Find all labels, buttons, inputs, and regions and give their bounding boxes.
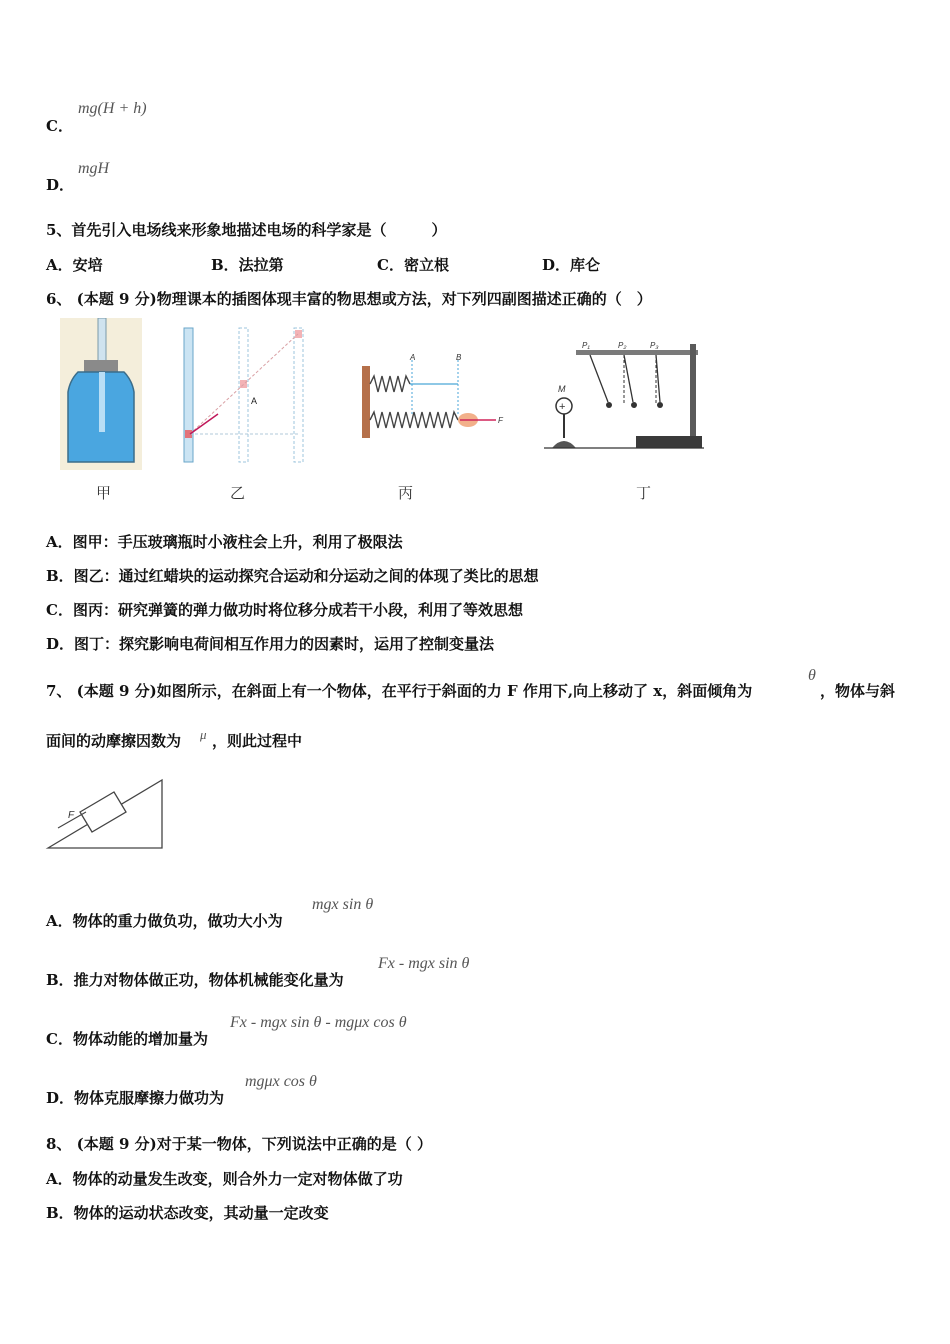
q7-stem-line1-end: ，物体与斜 bbox=[820, 682, 896, 700]
figure-ding-label-p2: P₂ bbox=[618, 341, 627, 350]
q6-stem: 6、 (本题 9 分)物理课本的插图体现丰富的物思想或方法，对下列四副图描述正确的（ ） bbox=[46, 290, 652, 308]
figure-bing-springs bbox=[360, 352, 506, 440]
q4-option-d-label: D． bbox=[46, 176, 75, 194]
q7-option-a: A．物体的重力做负功，做功大小为 bbox=[46, 912, 283, 930]
figure-yi-tubes bbox=[178, 326, 308, 466]
figure-bing-label-f: F bbox=[498, 416, 503, 425]
q4-option-c-label: C． bbox=[46, 117, 73, 135]
caption-bing: 丙 bbox=[398, 484, 414, 502]
figure-bing-label-a: A bbox=[410, 353, 416, 362]
figure-ding-charges bbox=[540, 338, 706, 454]
caption-ding: 丁 bbox=[636, 484, 652, 502]
figure-jia-bottle bbox=[60, 318, 142, 470]
q6-option-b: B．图乙：通过红蜡块的运动探究合运动和分运动之间的体现了类比的思想 bbox=[46, 567, 539, 585]
q7-option-c-formula: Fx - mgx sin θ - mgμx cos θ bbox=[230, 1014, 407, 1031]
q7-stem-line2-end: ，则此过程中 bbox=[212, 732, 303, 750]
q6-option-c: C．图丙：研究弹簧的弹力做功时将位移分成若干小段，利用了等效思想 bbox=[46, 601, 523, 619]
figure-incline-force-label: F bbox=[68, 810, 75, 821]
q8-stem: 8、 (本题 9 分)对于某一物体，下列说法中正确的是（ ） bbox=[46, 1135, 432, 1153]
q7-option-b-formula: Fx - mgx sin θ bbox=[378, 955, 470, 972]
q4-option-c-formula: mg(H + h) bbox=[78, 100, 147, 117]
q7-option-a-formula: mgx sin θ bbox=[312, 896, 374, 913]
caption-yi: 乙 bbox=[230, 484, 246, 502]
figure-bing-label-b: B bbox=[456, 353, 462, 362]
q7-stem-line2: 面间的动摩擦因数为 bbox=[46, 732, 182, 750]
q7-option-d-formula: mgμx cos θ bbox=[245, 1073, 317, 1090]
q7-theta-symbol: θ bbox=[808, 667, 816, 684]
q7-option-c: C．物体动能的增加量为 bbox=[46, 1030, 208, 1048]
figure-yi-label-a: A bbox=[251, 396, 258, 406]
figure-ding-label-p3: P₃ bbox=[650, 341, 659, 350]
caption-jia: 甲 bbox=[96, 484, 112, 502]
q4-option-d-formula: mgH bbox=[78, 160, 110, 177]
q8-option-b: B．物体的运动状态改变，其动量一定改变 bbox=[46, 1204, 329, 1222]
svg-text:+: + bbox=[559, 401, 566, 413]
figure-ding-label-p1: P₁ bbox=[582, 341, 590, 350]
q7-stem-line1: 7、 (本题 9 分)如图所示，在斜面上有一个物体，在平行于斜面的力 F 作用下,向上移动了 x，斜面倾角为 bbox=[46, 682, 753, 700]
q5-option-d: D．库仑 bbox=[542, 256, 601, 274]
q7-option-b: B．推力对物体做正功，物体机械能变化量为 bbox=[46, 971, 344, 989]
q8-option-a: A．物体的动量发生改变，则合外力一定对物体做了功 bbox=[46, 1170, 403, 1188]
q6-option-a: A．图甲：手压玻璃瓶时小液柱会上升，利用了极限法 bbox=[46, 533, 403, 551]
q7-mu-symbol: μ bbox=[200, 727, 207, 742]
q5-option-b: B．法拉第 bbox=[211, 256, 284, 274]
q6-option-d: D．图丁：探究影响电荷间相互作用力的因素时，运用了控制变量法 bbox=[46, 635, 495, 653]
q5-option-c: C．密立根 bbox=[377, 256, 449, 274]
figure-incline bbox=[44, 772, 170, 854]
q5-stem: 5、首先引入电场线来形象地描述电场的科学家是（ ） bbox=[46, 221, 447, 239]
q7-option-d: D．物体克服摩擦力做功为 bbox=[46, 1089, 225, 1107]
q5-option-a: A．安培 bbox=[46, 256, 103, 274]
figure-ding-label-m: M bbox=[558, 384, 566, 394]
